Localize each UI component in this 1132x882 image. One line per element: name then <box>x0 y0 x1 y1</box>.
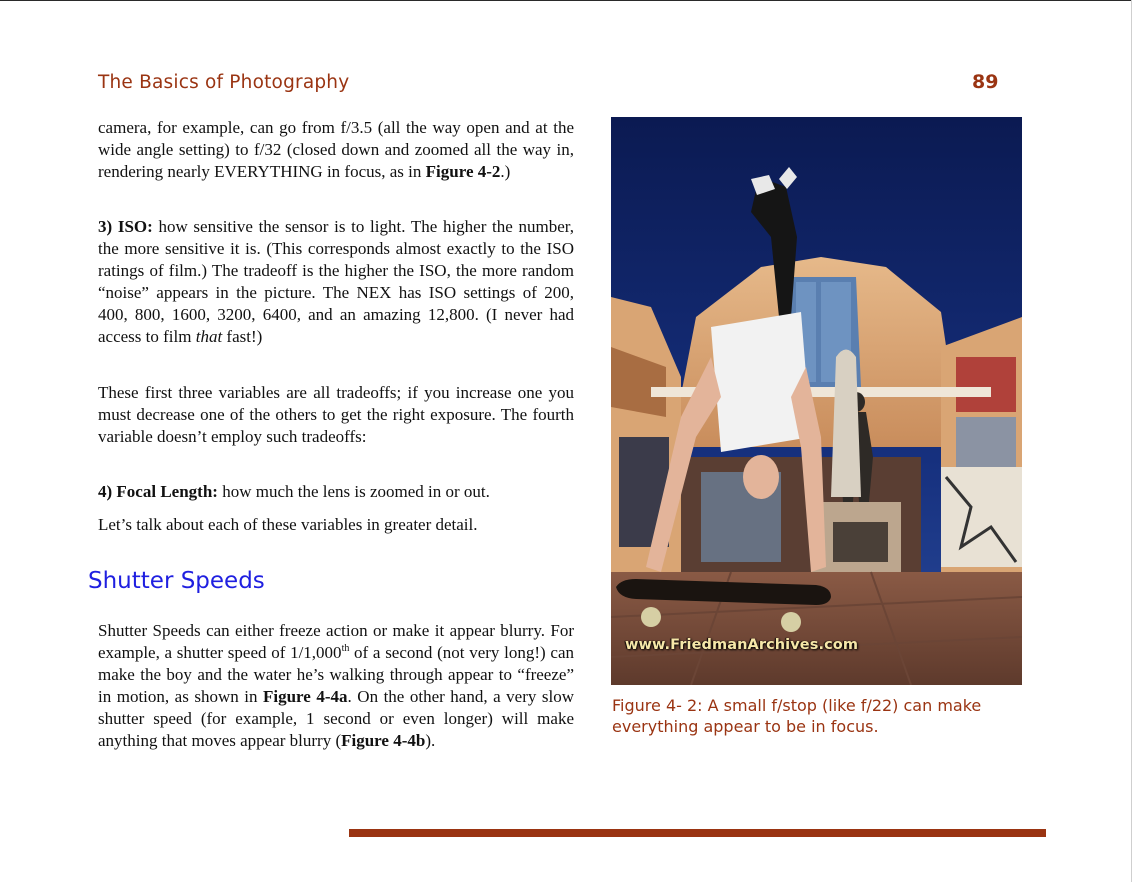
paragraph-shutter-speeds <box>98 620 574 752</box>
photo-illustration <box>611 117 1022 685</box>
page-number: 89 <box>972 71 999 93</box>
paragraph-text: fast!) <box>222 327 263 346</box>
photo-watermark: www.FriedmanArchives.com <box>625 637 859 653</box>
figure-reference: Figure 4-4a <box>263 687 348 706</box>
paragraph-text: . On the other hand, a very slow shutter speed (for example, 1 second or even longer) will make anything that moves appear blurry ( <box>98 687 575 750</box>
paragraph-text: .) <box>500 162 511 181</box>
paragraph-aperture-continued <box>98 117 574 183</box>
paragraph-text: how much the lens is zoomed in or out. <box>217 482 490 501</box>
section-heading: Shutter Speeds <box>88 568 265 594</box>
paragraph-text: Shutter Speeds can either freeze action or make it appear blurry. For example, a shutter speed of 1/1,000 <box>98 621 574 662</box>
paragraph-text: camera, for example, can go from f/3.5 (all the way open and at the wide angle setting) to f/32 (closed down and zoomed all the way in, rendering nearly EVERYTHING in focus, as in <box>98 118 574 181</box>
paragraph-text: of a second (not very long!) can make the boy and the water he’s walking through appear to “freeze” in motion, as shown in <box>98 643 574 706</box>
running-title: The Basics of Photography <box>98 72 350 93</box>
paragraph-text: ). <box>425 731 436 750</box>
paragraph-iso <box>98 216 574 348</box>
figure-reference: Figure 4-2 <box>425 162 501 181</box>
caption-label: Figure 4- 2: <box>612 696 703 715</box>
footer-rule <box>349 829 1046 837</box>
emphasis-text: that <box>195 327 223 346</box>
figure-reference: Figure 4-4b <box>341 731 426 750</box>
caption-text: A small f/stop (like f/22) can make everything appear to be in focus. <box>612 696 982 736</box>
top-border <box>0 0 1132 1</box>
paragraph-tradeoffs: These first three variables are all tradeoffs; if you increase one you must decrease one of the others to get the right exposure. The fourth variable doesn’t employ such tradeoffs: <box>98 383 574 446</box>
paragraph-focal-length <box>98 481 574 503</box>
item-label-focal-length: 4) Focal Length: <box>98 482 218 501</box>
paragraph-intro-details: Let’s talk about each of these variables in greater detail. <box>98 515 478 534</box>
item-label-iso: 3) ISO: <box>98 217 153 236</box>
figure-caption <box>612 695 1012 737</box>
handstand-skateboard-photo <box>611 117 1022 685</box>
paragraph-text: how sensitive the sensor is to light. The higher the number, the more sensitive it is. (This corresponds almost exactly to the ISO ratings of film.) The tradeoff is the higher the ISO, the more random “noise” appears in the picture. The NEX has ISO settings of 200, 400, 800, 1600, 3200, 6400, and an amazing 12,800. (I never had access to film <box>98 217 574 346</box>
superscript-th: th <box>341 643 350 654</box>
